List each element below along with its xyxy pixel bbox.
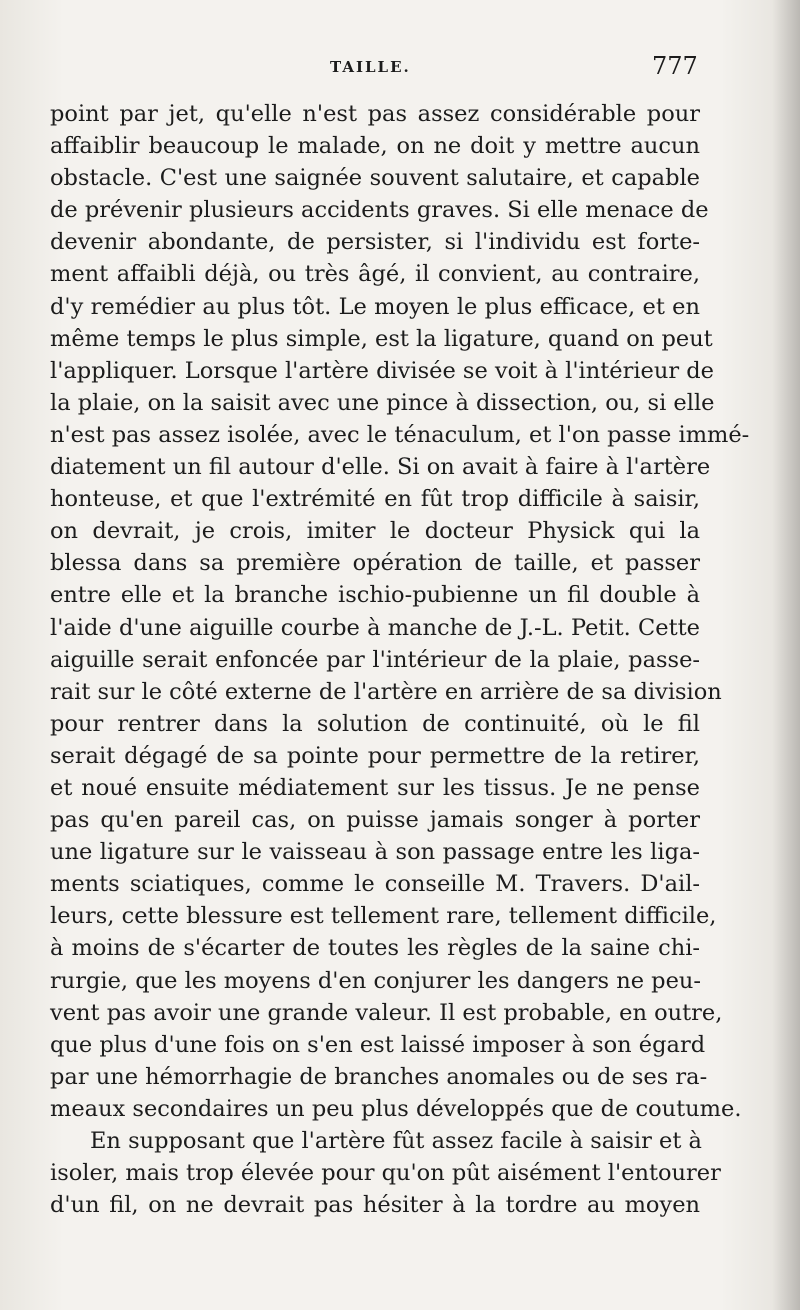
text-line: d'y remédier au plus tôt. Le moyen le plus efficace, et en — [50, 293, 700, 320]
text-line: on devrait, je crois, imiter le docteur Physick qui la — [50, 518, 700, 545]
page-number: 777 — [652, 52, 698, 80]
text-line: devenir abondante, de persister, si l'individu est forte- — [50, 229, 700, 256]
text-line: aiguille serait enfoncée par l'intérieur de la plaie, passe- — [50, 646, 700, 673]
text-line: pas qu'en pareil cas, on puisse jamais songer à porter — [50, 807, 700, 834]
text-line: et noué ensuite médiatement sur les tissus. Je ne pense — [50, 774, 700, 801]
text-line: par une hémorrhagie de branches anomales ou de ses ra- — [50, 1063, 708, 1090]
text-line: de prévenir plusieurs accidents graves. Si elle menace de — [50, 197, 709, 224]
text-line: pour rentrer dans la solution de continuité, où le fil — [50, 710, 700, 737]
page-edge-shadow — [772, 0, 800, 1310]
text-line: meaux secondaires un peu plus développés que de coutume. — [50, 1095, 742, 1122]
text-line: honteuse, et que l'extrémité en fût trop difficile à saisir, — [50, 486, 700, 513]
text-line: obstacle. C'est une saignée souvent salutaire, et capable — [50, 165, 700, 192]
text-line: l'appliquer. Lorsque l'artère divisée se voit à l'intérieur de — [50, 357, 714, 384]
text-line: une ligature sur le vaisseau à son passage entre les liga- — [50, 839, 700, 866]
text-line: entre elle et la branche ischio-pubienne un fil double à — [50, 582, 700, 609]
text-line: diatement un fil autour d'elle. Si on avait à faire à l'artère — [50, 454, 711, 481]
text-line: leurs, cette blessure est tellement rare, tellement difficile, — [50, 903, 717, 930]
text-line: point par jet, qu'elle n'est pas assez considérable pour — [50, 101, 700, 127]
text-line: rurgie, que les moyens d'en conjurer les dangers ne peu- — [50, 967, 701, 994]
text-line: n'est pas assez isolée, avec le ténaculum, et l'on passe immé- — [50, 421, 750, 448]
text-line: isoler, mais trop élevée pour qu'on pût aisément l'entourer — [50, 1160, 721, 1187]
text-line: affaiblir beaucoup le malade, on ne doit y mettre aucun — [50, 133, 700, 160]
text-line: En supposant que l'artère fût assez facile à saisir et à — [90, 1128, 702, 1154]
text-line: la plaie, on la saisit avec une pince à dissection, ou, si elle — [50, 389, 715, 416]
text-line: ment affaibli déjà, ou très âgé, il convient, au contraire, — [50, 261, 700, 288]
text-line: que plus d'une fois on s'en est laissé imposer à son égard — [50, 1031, 706, 1058]
text-line: d'un fil, on ne devrait pas hésiter à la tordre au moyen — [50, 1192, 700, 1219]
text-line: même temps le plus simple, est la ligature, quand on peut — [50, 325, 713, 352]
text-line: serait dégagé de sa pointe pour permettre de la retirer, — [50, 742, 700, 769]
running-title: TAILLE. — [330, 58, 411, 76]
body-text — [50, 98, 750, 1221]
text-line: à moins de s'écarter de toutes les règles de la saine chi- — [50, 935, 700, 962]
text-line: ments sciatiques, comme le conseille M. Travers. D'ail- — [50, 871, 700, 898]
text-line: rait sur le côté externe de l'artère en arrière de sa division — [50, 678, 722, 705]
text-line: blessa dans sa première opération de taille, et passer — [50, 550, 700, 577]
text-line: l'aide d'une aiguille courbe à manche de J.-L. Petit. Cette — [50, 614, 700, 641]
text-line: vent pas avoir une grande valeur. Il est probable, en outre, — [50, 999, 723, 1026]
